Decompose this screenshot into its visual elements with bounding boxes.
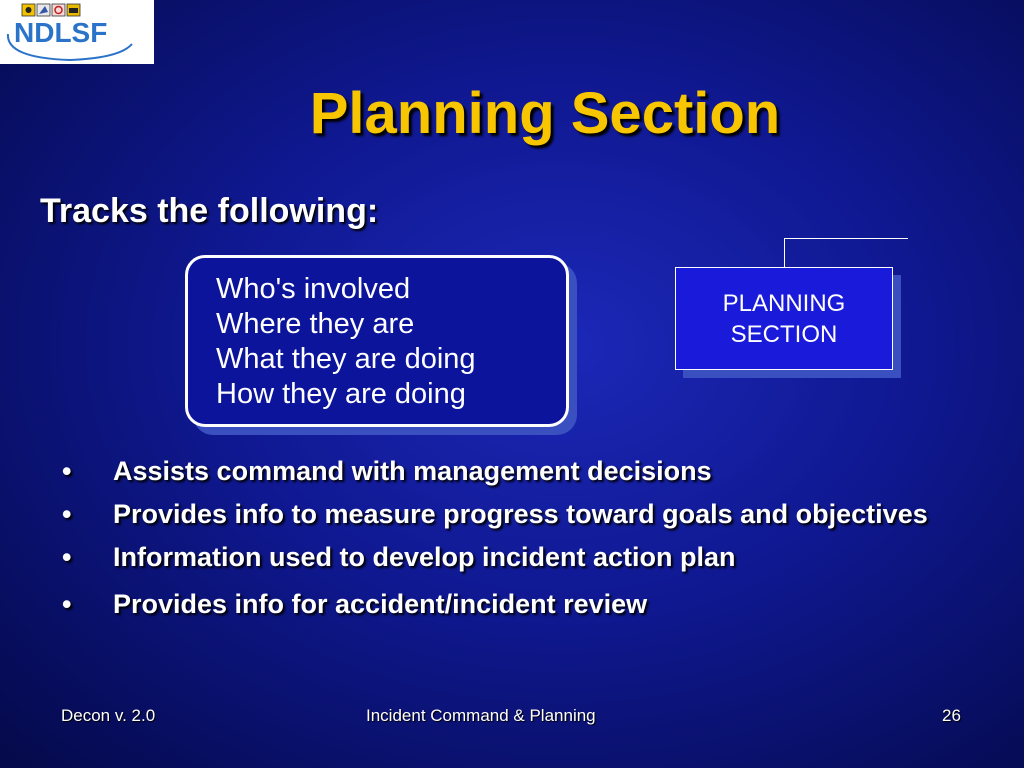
- footer-version: Decon v. 2.0: [61, 706, 156, 725]
- bullet-list: [62, 450, 982, 626]
- footer-page-number: 26: [942, 706, 961, 725]
- planning-box-line1: PLANNING: [722, 289, 846, 317]
- tracked-item: How they are doing: [216, 378, 466, 410]
- slide-subtitle: Tracks the following:: [40, 192, 379, 230]
- org-chart-connector-horizontal: [784, 238, 908, 239]
- bullet-dot: •: [62, 499, 72, 529]
- bullet-item: [62, 583, 982, 626]
- bullet-dot: •: [62, 542, 72, 572]
- ndlsf-logo: [0, 0, 154, 64]
- tracked-item: Who's involved: [216, 273, 411, 305]
- planning-box-line2: SECTION: [730, 320, 838, 348]
- bullet-item: [62, 536, 982, 579]
- bullet-text: Information used to develop incident action plan: [113, 542, 736, 572]
- bullet-text: Provides info for accident/incident review: [113, 589, 648, 619]
- bullet-item: [62, 493, 982, 536]
- bullet-text: Assists command with management decisions: [113, 456, 712, 486]
- footer-course-title: Incident Command & Planning: [366, 706, 596, 725]
- bullet-dot: •: [62, 456, 72, 486]
- planning-section-box: [675, 267, 893, 370]
- bullet-dot: •: [62, 589, 72, 619]
- slide-title: Planning Section: [309, 81, 781, 146]
- tracked-item: What they are doing: [216, 343, 476, 375]
- tracked-item: Where they are: [216, 308, 415, 340]
- logo-wordmark: NDLSF: [14, 17, 108, 48]
- tracked-items-box: [185, 255, 569, 427]
- bullet-text: Provides info to measure progress toward goals and objectives: [113, 499, 928, 529]
- bullet-item: [62, 450, 982, 493]
- org-chart-connector-vertical: [784, 238, 785, 268]
